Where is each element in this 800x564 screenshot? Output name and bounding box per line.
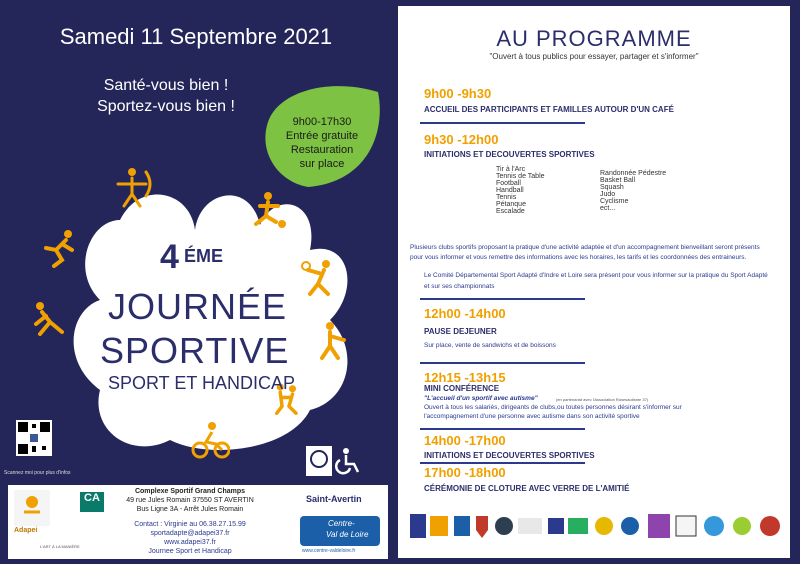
slot3-title: PAUSE DEJEUNER xyxy=(424,327,497,336)
qr-caption: Scannez moi pour plus d'infos xyxy=(4,470,71,476)
venue-name: Complexe Sportif Grand Champs xyxy=(134,488,246,495)
slot6-time: 17h00 -18h00 xyxy=(424,465,506,480)
slot2-time: 9h30 -12h00 xyxy=(424,132,499,147)
program-subtitle: "Ouvert à tous publics pour essayer, partager et s'informer" xyxy=(489,52,699,61)
art-logo: L'ART À LA MANIÈRE xyxy=(40,544,80,549)
sport-item: Tennis xyxy=(496,194,517,201)
sport-item: Tennis de Table xyxy=(496,173,545,180)
sport-item: Tir à l'Arc xyxy=(496,166,526,173)
program-title: AU PROGRAMME xyxy=(496,26,692,51)
archer-pictogram-icon xyxy=(110,166,155,211)
slot1-time: 9h00 -9h30 xyxy=(424,86,492,101)
sport-item: Cyclisme xyxy=(600,198,629,205)
food-label-1: Restauration xyxy=(290,144,354,156)
football-pictogram-icon xyxy=(248,190,288,230)
title-sportive: SPORTIVE xyxy=(100,330,290,371)
divider xyxy=(420,428,585,430)
slot5-title: INITIATIONS ET DECOUVERTES SPORTIVES xyxy=(424,451,595,460)
region-logo-line1: Centre- xyxy=(328,519,355,528)
divider xyxy=(420,462,585,464)
sponsor-logos-row xyxy=(408,510,784,544)
clubs-paragraph-1: Plusieurs clubs sportifs proposant la pratique d'une activité adaptée et d'un accompagnement bienveillant seront présents xyxy=(410,244,760,251)
event-date: Samedi 11 Septembre 2021 xyxy=(59,24,333,49)
sport-item: Escalade xyxy=(496,208,525,215)
tennis-pictogram-icon xyxy=(300,258,340,298)
sport-item: Randonnée Pédestre xyxy=(600,170,667,177)
divider xyxy=(420,122,585,124)
sports-list-col1 xyxy=(496,166,545,215)
edition-number: 4 xyxy=(160,238,179,276)
sport-item: Basket Ball xyxy=(600,177,636,184)
slot5-time: 14h00 -17h00 xyxy=(424,433,506,448)
slot4-time: 12h15 -13h15 xyxy=(424,370,506,385)
sport-item: Football xyxy=(496,180,521,187)
committee-paragraph-1: Le Comité Départemental Sport Adapté d'Indre et Loire sera présent pour vous informer sur la pratique du Sport Adapté xyxy=(424,272,768,279)
clubs-paragraph-2: pour vous informer et vous remettre des informations avec les horaires, les tarifs et les coordonnées des entraineurs. xyxy=(410,254,747,261)
sports-list-col2 xyxy=(600,170,666,212)
slot6-title: CÉRÉMONIE DE CLOTURE AVEC VERRE DE L'AMITIÉ xyxy=(424,484,630,493)
cyclist-pictogram-icon xyxy=(190,420,230,460)
free-entry-label: Entrée gratuite xyxy=(285,130,359,142)
slot1-title: ACCUEIL DES PARTICIPANTS ET FAMILLES AUTOUR D'UN CAFÉ xyxy=(424,105,674,114)
facebook-page[interactable]: Journee Sport et Handicap xyxy=(148,548,232,555)
food-label-2: sur place xyxy=(299,158,345,170)
conference-partner: (en partenariat avec l'Association Rosesautisme 37) xyxy=(556,397,649,402)
sport-item: ect... xyxy=(600,205,616,212)
handball-pictogram-icon xyxy=(30,298,70,338)
adapei-logo-label: Adapei xyxy=(14,527,38,534)
slogan-line-1: Santé-vous bien ! xyxy=(103,77,229,94)
website-link[interactable]: www.adapei37.fr xyxy=(164,539,216,546)
divider xyxy=(420,298,585,300)
table-tennis-pictogram-icon xyxy=(310,320,350,360)
slot3-text: Sur place, vente de sandwichs et de boissons xyxy=(424,342,556,349)
saint-avertin-logo: Saint-Avertin xyxy=(306,494,362,504)
qr-code-icon xyxy=(16,420,52,456)
accessibility-icons xyxy=(306,446,366,476)
slot3-time: 12h00 -14h00 xyxy=(424,306,506,321)
conference-line-2: l'accompagnement d'une personne avec autisme dans son activité sportive xyxy=(424,413,640,420)
conference-quote: "L'accueil d'un sportif avec autisme" xyxy=(424,395,538,402)
edition-suffix: ÉME xyxy=(184,246,224,266)
slot4-title: MINI CONFÉRENCE xyxy=(424,384,500,393)
conference-line-1: Ouvert à tous les salariés, dirigeants de clubs,ou toutes personnes désirant s'informer sur xyxy=(424,404,682,411)
region-website[interactable]: www.centre-valdeloire.fr xyxy=(302,548,356,554)
sport-item: Handball xyxy=(496,187,524,194)
credit-agricole-logo: CA xyxy=(80,492,104,512)
bus-info: Bus Ligne 3A - Arrêt Jules Romain xyxy=(136,506,244,513)
committee-paragraph-2: et sur ses championnats xyxy=(424,283,495,290)
runner-pictogram-icon xyxy=(40,228,80,268)
title-subtitle: SPORT ET HANDICAP xyxy=(108,373,296,393)
contact-email[interactable]: sportadapte@adapei37.fr xyxy=(150,530,230,537)
contact-phone: Contact : Virginie au 06.38.27.15.99 xyxy=(134,521,246,528)
slogan-line-2: Sportez-vous bien ! xyxy=(97,98,235,115)
adapei-logo xyxy=(14,490,50,526)
sport-item: Squash xyxy=(600,184,624,191)
sport-item: Judo xyxy=(600,191,616,198)
event-hours: 9h00-17h30 xyxy=(292,116,352,128)
sport-item: Pétanque xyxy=(496,201,526,208)
region-logo-line2: Val de Loire xyxy=(326,530,369,539)
title-journee: JOURNÉE xyxy=(108,286,288,327)
adapei-logo-icon xyxy=(14,490,50,526)
divider xyxy=(420,362,585,364)
qr-code[interactable] xyxy=(16,420,52,456)
venue-address: 49 rue Jules Romain 37550 ST AVERTIN xyxy=(126,497,254,504)
slot2-title: INITIATIONS ET DECOUVERTES SPORTIVES xyxy=(424,150,595,159)
